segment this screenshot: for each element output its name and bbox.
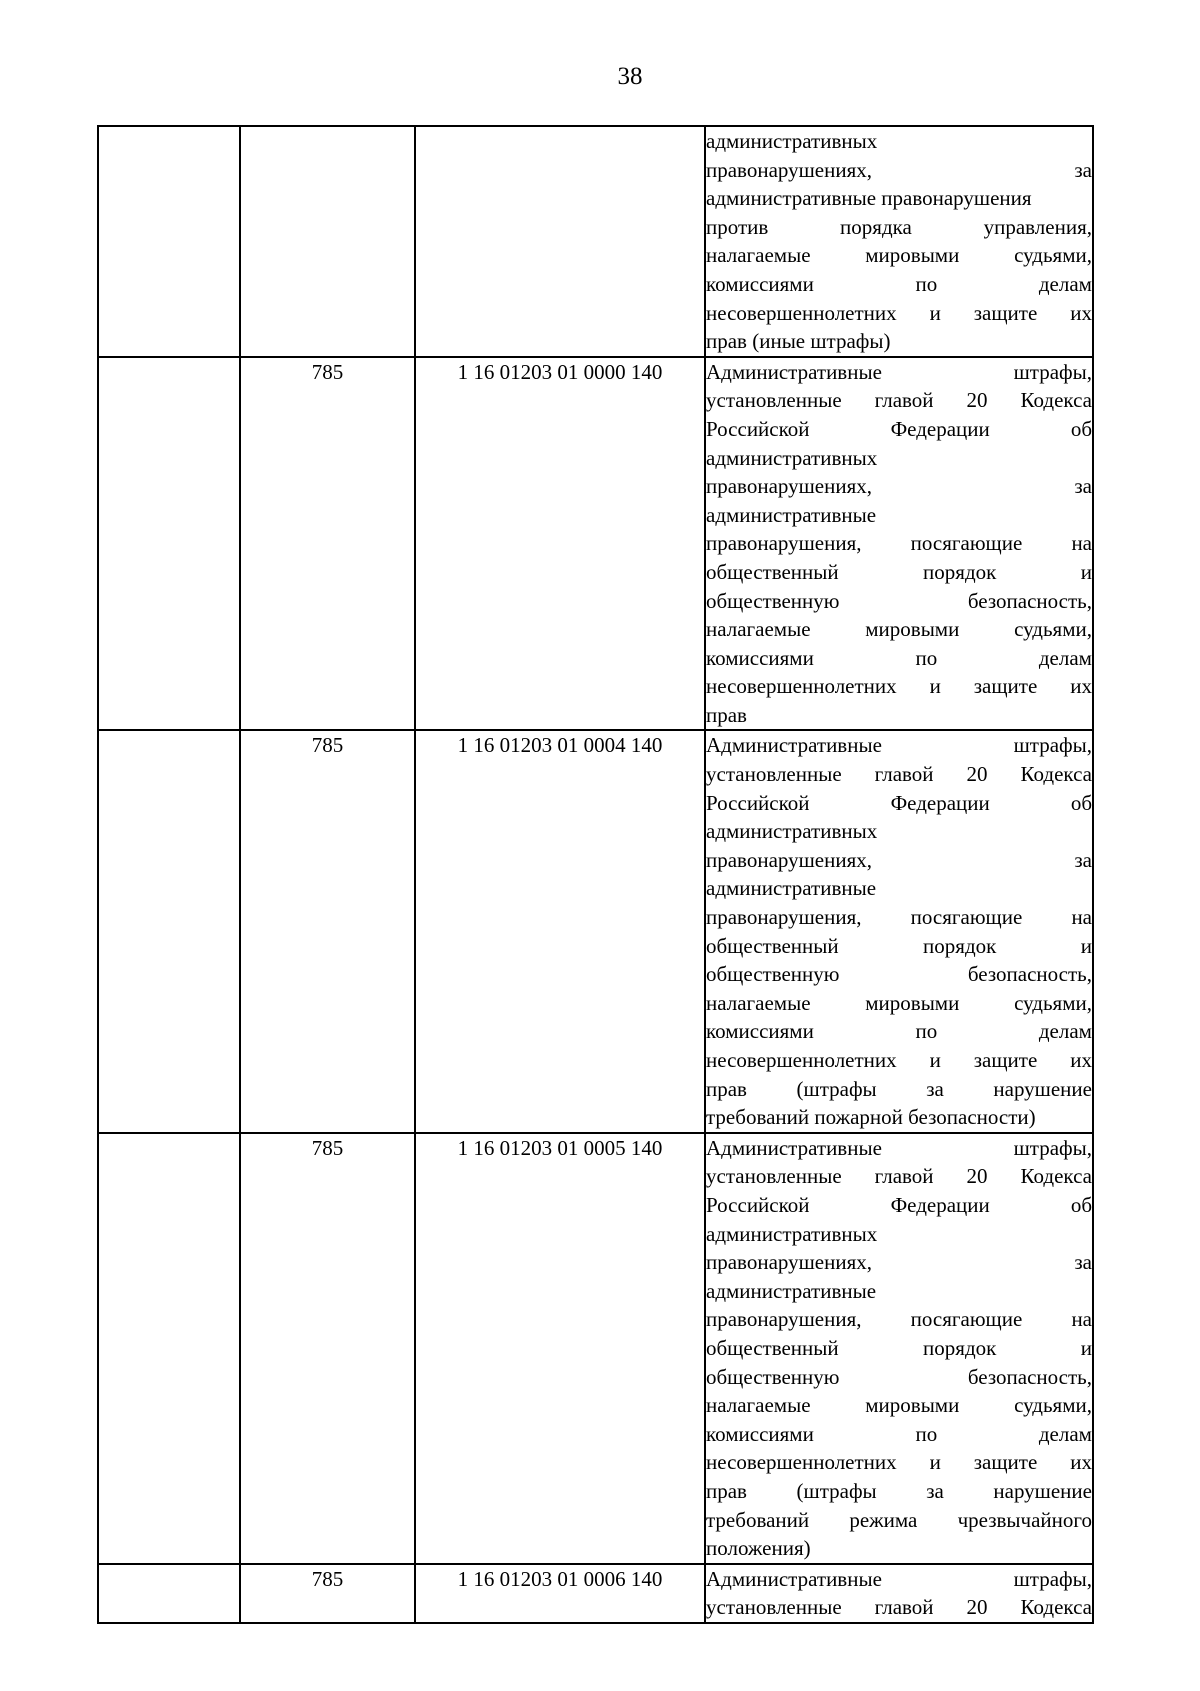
description-word: посягающие [910,531,1023,556]
description-line [706,1420,1092,1449]
description-word: защите [973,1450,1038,1475]
description-word: административных [706,819,878,844]
description-line [706,1220,1092,1249]
description-line [706,213,1092,242]
description-word: Федерации [890,416,990,441]
description-word: административные правонарушения [706,186,1032,211]
description-line [706,587,1092,616]
description-line [706,1046,1092,1075]
description-word: правонарушения, [706,1307,862,1332]
description-line [706,1162,1092,1191]
description-word: Кодекса [1020,1595,1092,1620]
description-word: Кодекса [1020,762,1092,787]
description-word: судьями, [1014,1393,1092,1418]
description-word: и [929,1450,941,1475]
description-line [706,1103,1092,1132]
description-word: Административные [706,1566,882,1591]
description-word: по [915,1421,938,1446]
description-word: комиссиями [706,645,814,670]
description-word: делам [1038,1421,1092,1446]
description-line [706,817,1092,846]
table-row [98,1564,1093,1623]
description-word: Кодекса [1020,1164,1092,1189]
admin-code-cell: 785 [240,1133,415,1564]
description-word: 20 [966,1164,988,1189]
description-word: защите [973,674,1038,699]
description-word: 20 [966,1595,988,1620]
description-word: правонарушениях, [706,474,872,499]
empty-cell [98,730,240,1132]
description-word: Федерации [890,790,990,815]
description-word: порядок [923,559,997,584]
description-word: их [1070,300,1092,325]
description-word: посягающие [910,1307,1023,1332]
description-word: судьями, [1014,990,1092,1015]
description-line [706,1448,1092,1477]
description-line [706,701,1092,730]
description-word: на [1071,905,1092,930]
description-word: по [915,271,938,296]
description-word: несовершеннолетних [706,1450,897,1475]
description-line [706,1506,1092,1535]
description-line [706,1017,1092,1046]
description-word: штрафы, [1013,1566,1092,1591]
kbk-code-cell [415,126,705,357]
description-word: Российской [706,416,810,441]
description-cell [705,730,1093,1132]
description-word: безопасность, [967,588,1092,613]
description-word: судьями, [1014,243,1092,268]
description-word: правонарушения, [706,905,862,930]
description-line [706,1534,1092,1563]
description-word: общественный [706,559,839,584]
description-line [706,1075,1092,1104]
description-word: и [929,674,941,699]
description-word: делам [1038,645,1092,670]
kbk-code-cell: 1 16 01203 01 0004 140 [415,730,705,1132]
description-word: 20 [966,762,988,787]
kbk-code-cell: 1 16 01203 01 0000 140 [415,357,705,731]
empty-cell [98,126,240,357]
description-line [706,1277,1092,1306]
table-row [98,126,1093,357]
description-word: 20 [966,388,988,413]
description-word: об [1070,1192,1092,1217]
description-cell [705,1564,1093,1623]
description-word: мировыми [865,1393,960,1418]
description-word: по [915,645,938,670]
table-row [98,1133,1093,1564]
empty-cell [98,357,240,731]
description-word: об [1070,790,1092,815]
description-word: требований [706,1507,810,1532]
description-line [706,529,1092,558]
description-word: порядок [923,933,997,958]
description-line [706,156,1092,185]
description-word: несовершеннолетних [706,674,897,699]
description-line [706,299,1092,328]
description-word: общественный [706,1335,839,1360]
description-word: прав (иные штрафы) [706,329,891,354]
description-line [706,472,1092,501]
description-word: прав [706,1478,747,1503]
description-word: посягающие [910,905,1023,930]
description-word: прав [706,702,747,727]
description-word: прав [706,1076,747,1101]
table-row [98,730,1093,1132]
description-word: административных [706,445,878,470]
description-line [706,672,1092,701]
description-line [706,1593,1092,1622]
description-line [706,1565,1092,1594]
description-word: несовершеннолетних [706,1048,897,1072]
description-word: нарушение [993,1478,1092,1503]
description-word: мировыми [865,243,960,268]
description-word: административные [706,876,877,901]
description-word: комиссиями [706,271,814,296]
description-word: требований пожарной безопасности) [706,1105,1036,1130]
description-word: на [1071,531,1092,556]
description-line [706,127,1092,156]
description-cell [705,357,1093,731]
description-word: за [926,1478,944,1503]
description-word: положения) [706,1536,811,1561]
description-line [706,903,1092,932]
description-word: и [1080,1335,1092,1360]
description-word: главой [874,1595,934,1620]
description-line [706,1391,1092,1420]
description-word: Федерации [890,1192,990,1217]
description-word: чрезвычайного [957,1507,1092,1532]
description-word: безопасность, [967,1364,1092,1389]
description-word: общественный [706,933,839,958]
description-line [706,241,1092,270]
empty-cell [98,1133,240,1564]
description-line [706,1191,1092,1220]
description-word: режима [849,1507,918,1532]
description-line [706,1305,1092,1334]
description-word: налагаемые [706,990,811,1015]
description-line [706,731,1092,760]
description-line [706,989,1092,1018]
description-line [706,184,1092,213]
description-word: по [915,1019,938,1044]
description-word: против [706,214,769,239]
description-word: Российской [706,790,810,815]
description-word: безопасность, [967,962,1092,987]
description-word: правонарушения, [706,531,862,556]
description-line [706,874,1092,903]
description-line [706,960,1092,989]
kbk-code-cell: 1 16 01203 01 0005 140 [415,1133,705,1564]
admin-code-cell: 785 [240,730,415,1132]
description-word: мировыми [865,990,960,1015]
description-word: правонарушениях, [706,1250,872,1275]
description-line [706,327,1092,356]
description-word: Российской [706,1192,810,1217]
empty-cell [98,1564,240,1623]
description-word: и [929,1048,941,1072]
description-line [706,1334,1092,1363]
description-word: нарушение [993,1076,1092,1101]
description-word: их [1070,674,1092,699]
description-word: и [929,300,941,325]
page-number: 38 [617,63,643,90]
description-word: Кодекса [1020,388,1092,413]
description-word: за [1074,474,1092,499]
description-word: за [1074,157,1092,182]
description-line [706,789,1092,818]
description-word: судьями, [1014,617,1092,642]
description-line [706,415,1092,444]
description-word: делам [1038,271,1092,296]
description-word: главой [874,762,934,787]
description-word: административные [706,1278,877,1303]
description-word: и [1080,559,1092,584]
description-line [706,932,1092,961]
description-word: правонарушениях, [706,847,872,872]
description-word: порядок [923,1335,997,1360]
admin-code-cell: 785 [240,1564,415,1623]
description-word: (штрафы [796,1478,877,1503]
description-word: общественную [706,1364,840,1389]
description-line [706,358,1092,387]
description-word: порядка [840,214,912,239]
admin-code-cell [240,126,415,357]
description-word: налагаемые [706,617,811,642]
description-word: правонарушениях, [706,157,872,182]
kbk-table [97,125,1094,1624]
table-row [98,357,1093,731]
description-word: главой [874,388,934,413]
description-cell [705,126,1093,357]
description-line [706,270,1092,299]
description-word: налагаемые [706,243,811,268]
description-word: и [1080,933,1092,958]
description-word: мировыми [865,617,960,642]
description-word: Административные [706,733,882,758]
description-word: несовершеннолетних [706,300,897,325]
description-word: делам [1038,1019,1092,1044]
description-cell [705,1133,1093,1564]
description-line [706,846,1092,875]
description-line [706,1248,1092,1277]
description-word: установленные [706,762,842,787]
description-word: комиссиями [706,1019,814,1044]
description-word: защите [973,1048,1038,1072]
kbk-code-cell: 1 16 01203 01 0006 140 [415,1564,705,1623]
description-word: установленные [706,1595,842,1620]
description-word: за [926,1076,944,1101]
description-line [706,444,1092,473]
description-line [706,558,1092,587]
description-word: за [1074,847,1092,872]
description-word: установленные [706,388,842,413]
description-word: их [1070,1450,1092,1475]
description-word: комиссиями [706,1421,814,1446]
description-word: об [1070,416,1092,441]
description-word: административных [706,1221,878,1246]
description-word: штрафы, [1013,733,1092,758]
description-word: штрафы, [1013,359,1092,384]
description-word: общественную [706,588,840,613]
description-line [706,1363,1092,1392]
description-word: защите [973,300,1038,325]
description-word: установленные [706,1164,842,1189]
description-line [706,760,1092,789]
description-word: Административные [706,359,882,384]
description-word: главой [874,1164,934,1189]
description-word: Административные [706,1135,882,1160]
description-line [706,501,1092,530]
description-line [706,1477,1092,1506]
description-line [706,615,1092,644]
description-line [706,1134,1092,1163]
description-word: их [1070,1048,1092,1072]
description-word: (штрафы [796,1076,877,1101]
description-line [706,386,1092,415]
description-word: управления, [983,214,1092,239]
description-word: за [1074,1250,1092,1275]
description-word: административные [706,502,877,527]
description-word: штрафы, [1013,1135,1092,1160]
description-word: на [1071,1307,1092,1332]
description-word: административных [706,129,878,153]
description-word: налагаемые [706,1393,811,1418]
description-line [706,644,1092,673]
admin-code-cell: 785 [240,357,415,731]
description-word: общественную [706,962,840,987]
